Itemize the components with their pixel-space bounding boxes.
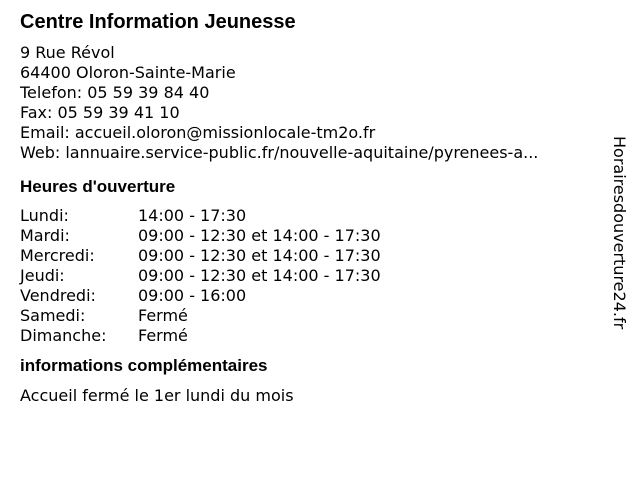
hours-row-monday — [20, 206, 381, 226]
web-line: Web: lannuaire.service-public.fr/nouvelle-aquitaine/pyrenees-a... — [20, 143, 539, 162]
time-value: 09:00 - 12:30 et 14:00 - 17:30 — [138, 226, 381, 245]
info-text: Accueil fermé le 1er lundi du mois — [20, 386, 294, 405]
time-value: Fermé — [138, 306, 188, 325]
day-label: Lundi: — [20, 206, 69, 225]
time-value: 09:00 - 12:30 et 14:00 - 17:30 — [138, 266, 381, 285]
hours-row-thursday — [20, 266, 381, 286]
day-label: Samedi: — [20, 306, 86, 325]
hours-row-friday — [20, 286, 381, 306]
business-card — [20, 10, 610, 406]
day-label: Vendredi: — [20, 286, 96, 305]
hours-table — [20, 206, 381, 346]
day-label: Mardi: — [20, 226, 70, 245]
hours-row-tuesday — [20, 226, 381, 246]
phone-line: Telefon: 05 59 39 84 40 — [20, 83, 210, 102]
address-line-1: 9 Rue Révol — [20, 43, 115, 62]
hours-row-saturday — [20, 306, 381, 326]
time-value: 09:00 - 12:30 et 14:00 - 17:30 — [138, 246, 381, 265]
day-label: Dimanche: — [20, 326, 107, 345]
email-line: Email: accueil.oloron@missionlocale-tm2o.fr — [20, 123, 376, 142]
hours-row-wednesday — [20, 246, 381, 266]
info-heading: informations complémentaires — [20, 356, 268, 375]
day-label: Mercredi: — [20, 246, 95, 265]
time-value: 14:00 - 17:30 — [138, 206, 247, 225]
hours-row-sunday — [20, 326, 381, 346]
time-value: 09:00 - 16:00 — [138, 286, 247, 305]
address-line-2: 64400 Oloron-Sainte-Marie — [20, 63, 236, 82]
fax-line: Fax: 05 59 39 41 10 — [20, 103, 180, 122]
time-value: Fermé — [138, 326, 188, 345]
day-label: Jeudi: — [20, 266, 65, 285]
site-watermark: Horairesdouverture24.fr — [610, 136, 629, 330]
hours-heading: Heures d'ouverture — [20, 177, 176, 196]
business-name: Centre Information Jeunesse — [20, 11, 296, 33]
